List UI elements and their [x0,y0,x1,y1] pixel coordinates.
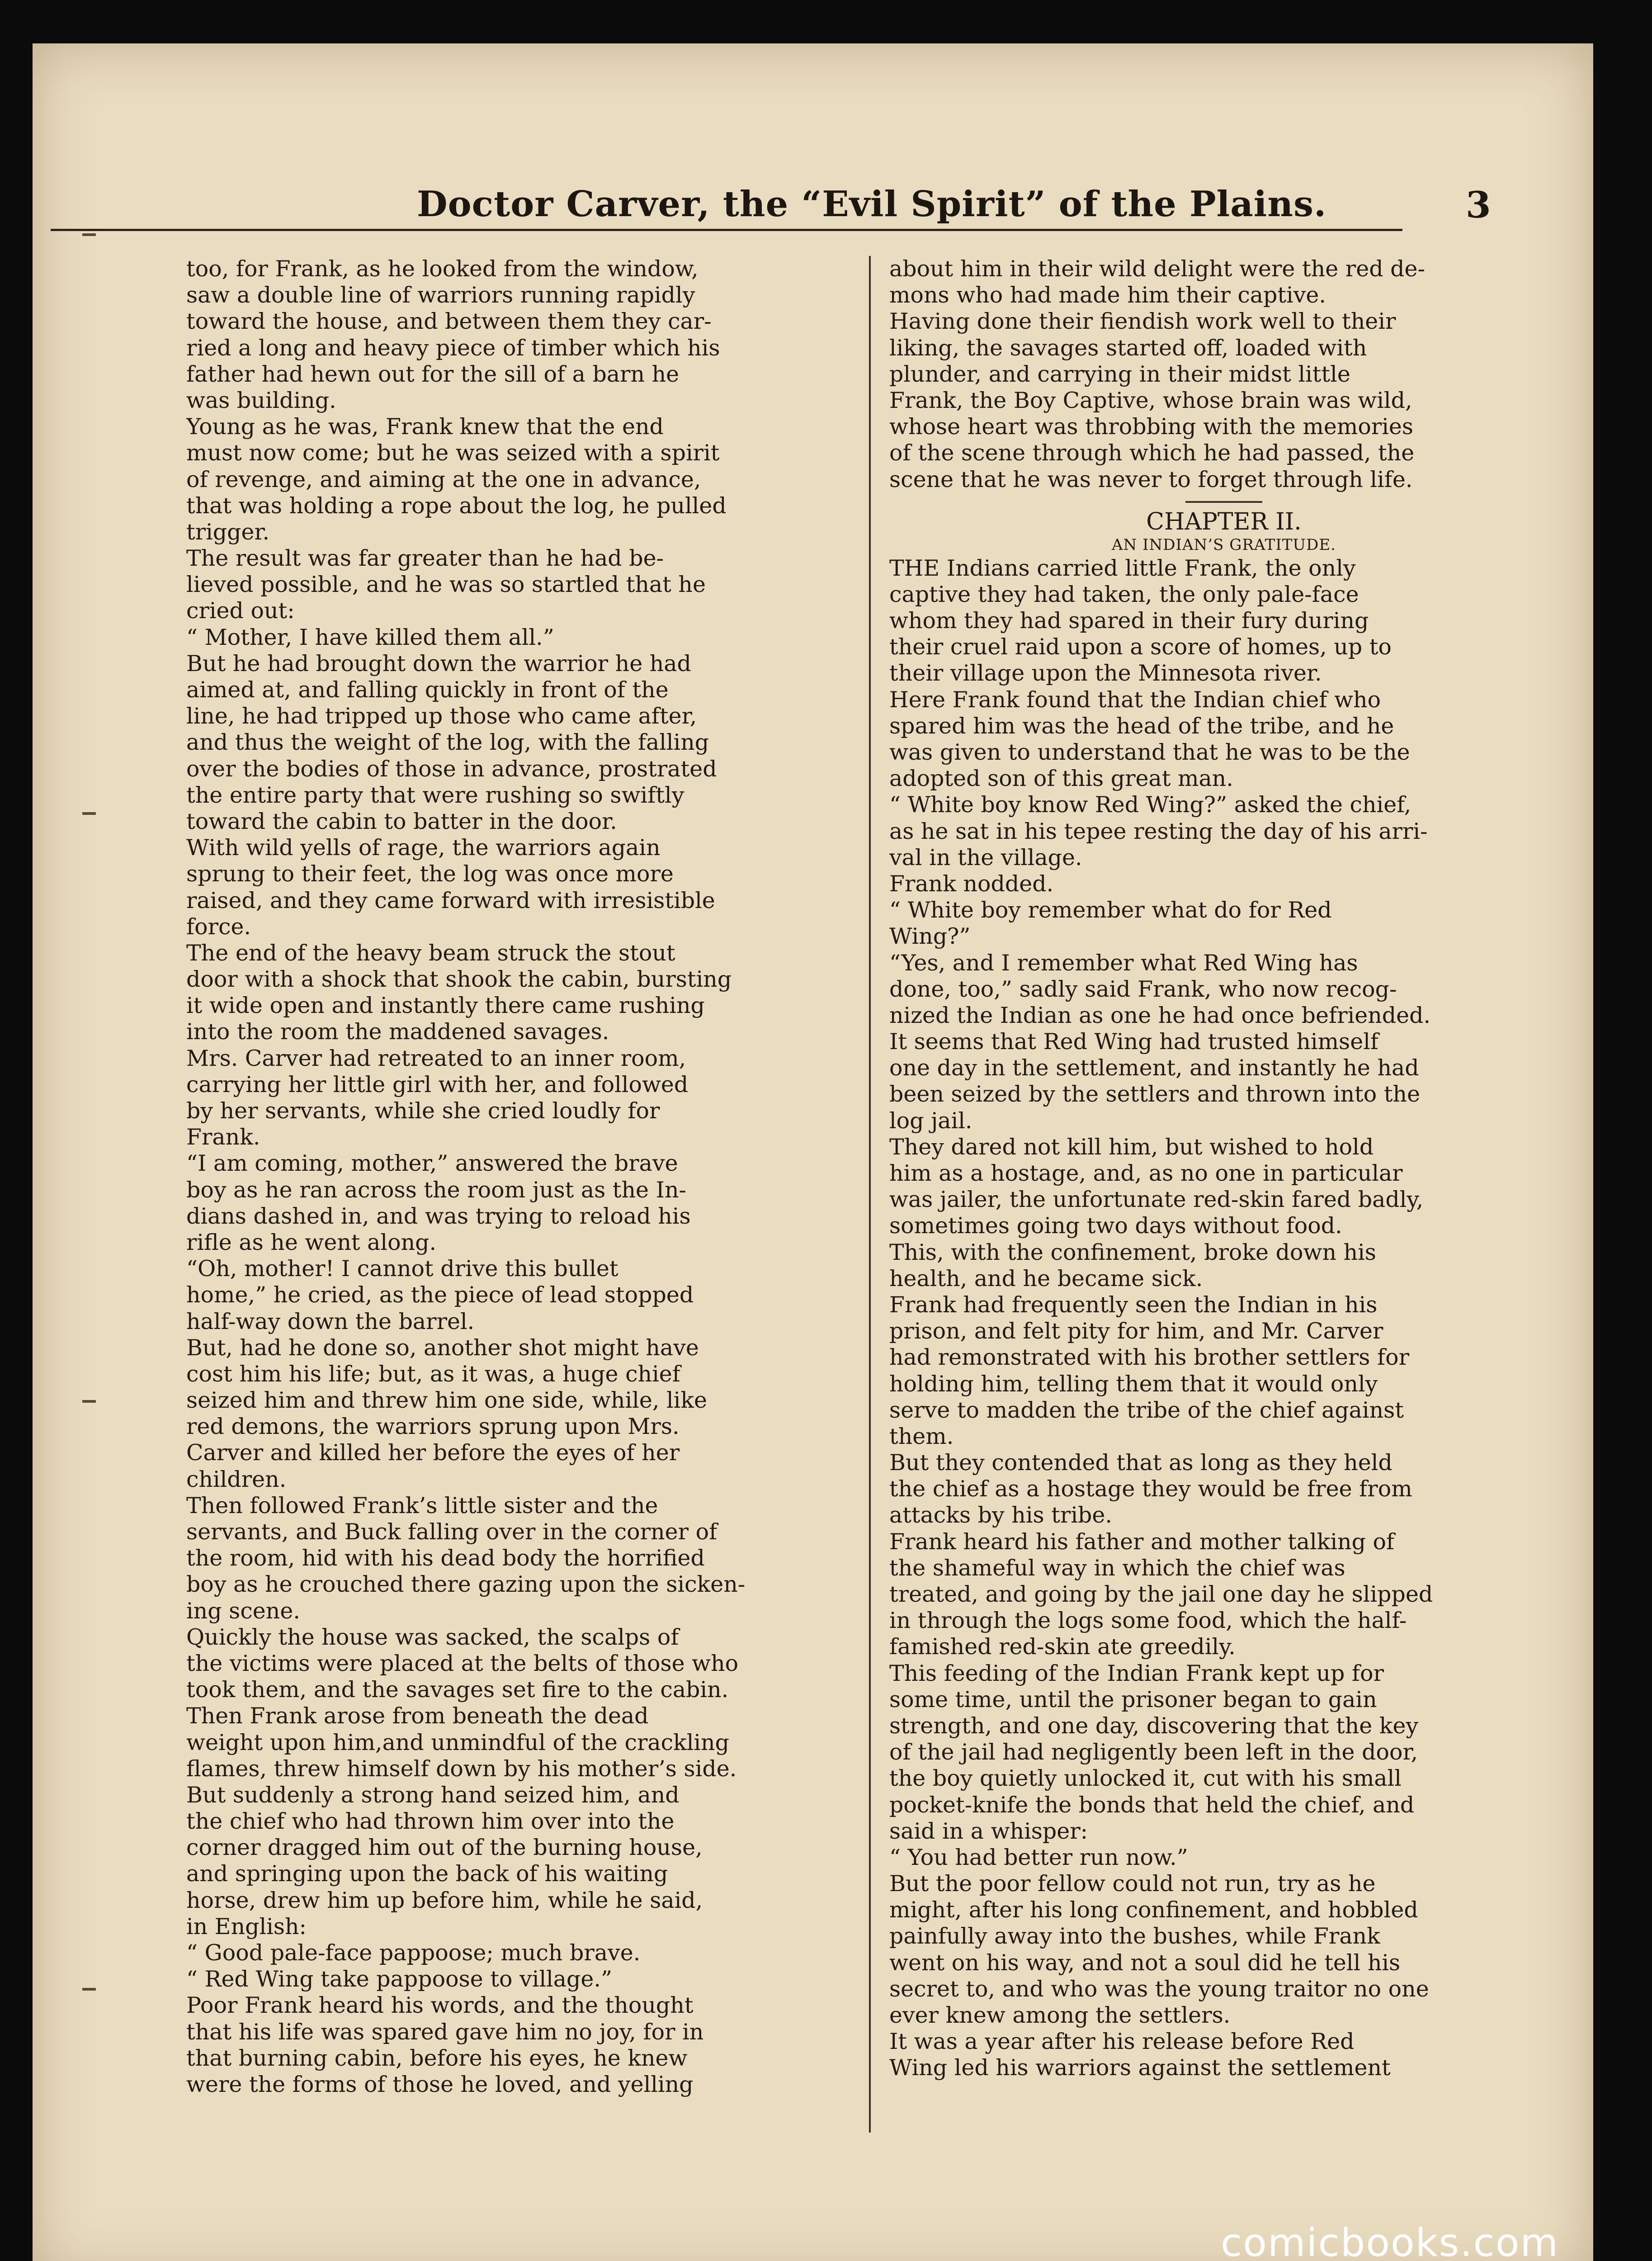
chapter-subtitle: AN INDIAN’S GRATITUDE. [1112,535,1336,554]
text-line: corner dragged him out of the burning house, [186,1835,703,1861]
page-number: 3 [1466,184,1491,226]
site-watermark: comicbooks.com [1221,2220,1559,2261]
text-line: sprung to their feet, the log was once more [186,861,674,887]
text-line: trigger. [186,519,270,545]
text-line: been seized by the settlers and thrown into the [889,1081,1421,1107]
text-line: Frank heard his father and mother talking of [889,1528,1395,1555]
text-line: red demons, the warriors sprung upon Mrs. [186,1414,680,1440]
text-line: carrying her little girl with her, and followed [186,1071,689,1097]
text-line: said in a whisper: [889,1818,1088,1844]
column-divider [869,256,871,2133]
text-line: Wing?” [889,923,971,950]
chapter-heading: CHAPTER II. [1146,508,1302,535]
text-line: of the jail had negligently been left in the door, [889,1739,1418,1765]
text-line: “Yes, and I remember what Red Wing has [889,950,1358,976]
text-line: The end of the heavy beam struck the stout [186,940,675,966]
text-line: But suddenly a strong hand seized him, and [186,1782,680,1808]
text-line: captive they had taken, the only pale-face [889,581,1359,607]
text-line: the room, hid with his dead body the horrified [186,1545,705,1571]
text-line: painfully away into the bushes, while Frank [889,1923,1380,1949]
text-line: saw a double line of warriors running rapidly [186,282,695,308]
text-line: This feeding of the Indian Frank kept up for [889,1660,1384,1686]
text-line: cried out: [186,598,295,624]
text-line: health, and he became sick. [889,1265,1203,1291]
newspaper-page [33,43,1593,2261]
text-line: strength, and one day, discovering that the key [889,1712,1419,1739]
text-line: It seems that Red Wing had trusted himself [889,1029,1378,1055]
text-line: log jail. [889,1107,972,1134]
text-line: the entire party that were rushing so swiftly [186,782,684,808]
text-line: the boy quietly unlocked it, cut with his small [889,1765,1402,1792]
text-line: children. [186,1466,287,1492]
text-line: “ Good pale-face pappoose; much brave. [186,1940,641,1966]
text-line: was jailer, the unfortunate red-skin fared badly, [889,1187,1424,1213]
text-line: sometimes going two days without food. [889,1213,1342,1239]
text-line: by her servants, while she cried loudly for [186,1098,660,1124]
left-column [186,256,855,2098]
text-line: “I am coming, mother,” answered the brave [186,1150,678,1177]
text-line: This, with the confinement, broke down his [889,1239,1376,1265]
text-line: toward the cabin to batter in the door. [186,808,617,834]
text-line: serve to madden the tribe of the chief against [889,1397,1404,1423]
text-line: cost him his life; but, as it was, a huge chief [186,1361,680,1387]
right-column [889,256,1558,2081]
text-line: as he sat in his tepee resting the day of his arri- [889,818,1428,844]
text-line: into the room the maddened savages. [186,1019,609,1045]
text-line: Frank, the Boy Captive, whose brain was wild, [889,387,1412,413]
text-line: it wide open and instantly there came rushing [186,993,705,1019]
text-line: seized him and threw him one side, while, like [186,1387,708,1414]
text-line: lieved possible, and he was so startled that he [186,572,706,598]
text-line: spared him was the head of the tribe, and he [889,713,1394,739]
text-line: Frank had frequently seen the Indian in his [889,1291,1378,1318]
text-line: raised, and they came forward with irresistible [186,887,715,913]
text-line: adopted son of this great man. [889,766,1233,792]
text-line: and thus the weight of the log, with the falling [186,729,709,756]
text-line: attacks by his tribe. [889,1502,1112,1528]
text-line: servants, and Buck falling over in the corner of [186,1519,717,1545]
text-line: Young as he was, Frank knew that the end [186,414,664,440]
text-line: plunder, and carrying in their midst little [889,361,1350,387]
binding-stitch [82,812,96,815]
text-line: over the bodies of those in advance, prostrated [186,756,717,782]
text-line: whom they had spared in their fury during [889,608,1369,634]
text-line: famished red-skin ate greedily. [889,1634,1236,1660]
text-line: THE Indians carried little Frank, the only [889,555,1356,581]
text-line: “ Mother, I have killed them all.” [186,624,554,650]
header-rule [51,229,1402,231]
text-line: Frank. [186,1124,260,1150]
text-line: might, after his long confinement, and hobbled [889,1897,1418,1923]
text-line: The result was far greater than he had be- [186,545,664,572]
text-line: Wing led his warriors against the settlement [889,2055,1391,2081]
text-line: of the scene through which he had passed, the [889,440,1415,466]
text-line: ing scene. [186,1598,300,1624]
text-line: too, for Frank, as he looked from the window, [186,256,699,282]
text-line: them. [889,1423,954,1449]
text-line: in through the logs some food, which the half- [889,1608,1407,1634]
text-line: “ White boy remember what do for Red [889,897,1332,923]
text-line: that his life was spared gave him no joy, for in [186,2019,704,2045]
text-line: Frank nodded. [889,870,1054,897]
text-line: weight upon him,and unmindful of the crackling [186,1729,729,1755]
text-line: Poor Frank heard his words, and the thought [186,1992,694,2019]
text-line: their cruel raid upon a score of homes, up to [889,634,1392,660]
text-line: They dared not kill him, but wished to hold [889,1134,1374,1160]
text-line: val in the village. [889,844,1082,870]
text-line: secret to, and who was the young traitor no one [889,1976,1429,2002]
right-column-text-after-chapter [889,555,1558,2081]
text-line: was given to understand that he was to be the [889,739,1410,765]
text-line: Mrs. Carver had retreated to an inner room, [186,1045,686,1071]
text-line: horse, drew him up before him, while he said, [186,1887,703,1913]
text-line: Then Frank arose from beneath the dead [186,1703,649,1729]
text-line: of revenge, and aiming at the one in advance, [186,466,701,492]
text-line: treated, and going by the jail one day he slipped [889,1581,1433,1607]
text-line: But he had brought down the warrior he had [186,650,691,676]
text-line: force. [186,913,251,940]
text-line: one day in the settlement, and instantly he had [889,1055,1419,1081]
running-title: Doctor Carver, the “Evil Spirit” of the Plains. [417,184,1327,225]
text-line: was building. [186,387,336,413]
text-line: “ Red Wing take pappoose to village.” [186,1966,613,1992]
text-line: ever knew among the settlers. [889,2002,1231,2028]
text-line: Then followed Frank’s little sister and the [186,1492,658,1518]
text-line: some time, until the prisoner began to gain [889,1686,1377,1712]
text-line: prison, and felt pity for him, and Mr. Carver [889,1318,1383,1344]
text-line: whose heart was throbbing with the memories [889,414,1414,440]
text-line: their village upon the Minnesota river. [889,660,1322,686]
text-line: him as a hostage, and, as no one in particular [889,1160,1403,1186]
text-line: But the poor fellow could not run, try as he [889,1871,1376,1897]
text-line: But they contended that as long as they held [889,1450,1392,1476]
text-line: Quickly the house was sacked, the scalps of [186,1624,679,1650]
text-line: boy as he ran across the room just as the In- [186,1177,687,1203]
text-line: boy as he crouched there gazing upon the sicken- [186,1571,746,1598]
text-line: It was a year after his release before Red [889,2029,1355,2055]
text-line: Having done their fiendish work well to their [889,308,1396,335]
chapter-rule [1185,501,1262,503]
right-column-text-before-chapter [889,256,1558,493]
text-line: rifle as he went along. [186,1229,437,1255]
page-header [164,138,1515,229]
text-line: the chief as a hostage they would be free from [889,1476,1412,1502]
text-line: ried a long and heavy piece of timber which his [186,335,720,361]
text-line: and springing upon the back of his waiting [186,1861,668,1887]
text-line: door with a shock that shook the cabin, bursting [186,966,732,993]
text-line: “Oh, mother! I cannot drive this bullet [186,1256,618,1282]
text-line: Carver and killed her before the eyes of her [186,1440,680,1466]
binding-stitch [82,233,96,236]
text-line: had remonstrated with his brother settlers for [889,1344,1410,1371]
text-line: that burning cabin, before his eyes, he knew [186,2045,688,2071]
text-line: home,” he cried, as the piece of lead stopped [186,1282,694,1308]
text-line: the shameful way in which the chief was [889,1555,1345,1581]
binding-stitch [82,1988,96,1991]
text-line: aimed at, and falling quickly in front of the [186,677,669,703]
text-line: pocket-knife the bonds that held the chief, and [889,1792,1415,1818]
text-line: scene that he was never to forget through life. [889,466,1413,492]
text-line: done, too,” sadly said Frank, who now recog- [889,976,1397,1002]
text-line: about him in their wild delight were the red de- [889,256,1425,282]
text-line: father had hewn out for the sill of a barn he [186,361,680,387]
text-line: mons who had made him their captive. [889,282,1326,308]
text-line: “ White boy know Red Wing?” asked the chief, [889,792,1411,818]
text-line: in English: [186,1913,307,1939]
text-line: dians dashed in, and was trying to reload his [186,1203,691,1229]
text-line: half-way down the barrel. [186,1308,475,1334]
text-line: holding him, telling them that it would only [889,1371,1378,1397]
text-line: “ You had better run now.” [889,1844,1188,1870]
text-line: must now come; but he was seized with a spirit [186,440,720,466]
text-line: line, he had tripped up those who came after, [186,703,697,729]
text-line: Here Frank found that the Indian chief who [889,686,1381,713]
text-line: went on his way, and not a soul did he tell his [889,1949,1401,1976]
text-line: were the forms of those he loved, and yelling [186,2071,694,2097]
text-line: toward the house, and between them they car- [186,308,712,335]
text-line: the chief who had thrown him over into the [186,1808,675,1835]
text-line: took them, and the savages set fire to the cabin. [186,1677,729,1703]
text-line: that was holding a rope about the log, he pulled [186,492,727,519]
text-line: flames, threw himself down by his mother’s side. [186,1755,737,1782]
text-line: liking, the savages started off, loaded with [889,335,1367,361]
text-line: nized the Indian as one he had once befriended. [889,1002,1431,1028]
text-line: But, had he done so, another shot might have [186,1334,699,1361]
text-line: With wild yells of rage, the warriors again [186,835,661,861]
binding-stitch [82,1400,96,1403]
text-line: the victims were placed at the belts of those who [186,1650,739,1676]
